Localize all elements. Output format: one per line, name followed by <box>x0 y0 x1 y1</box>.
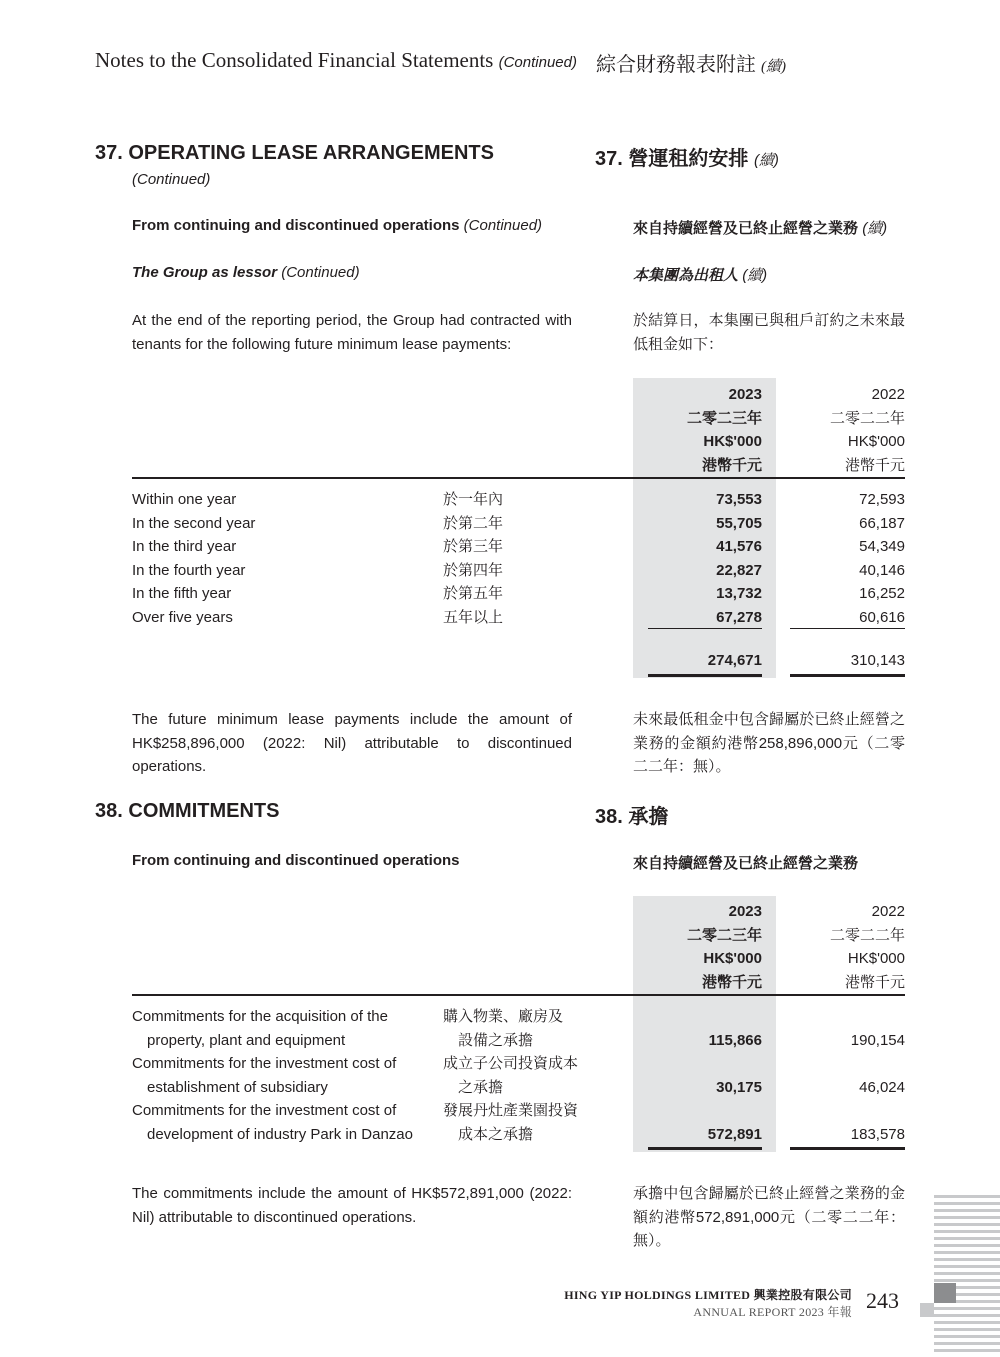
col-unit: HK$'000 <box>847 433 905 450</box>
note37-heading-en <box>95 142 494 165</box>
note37-lessor-title: The Group as lessor <box>132 264 278 281</box>
note37-intro-en: At the end of the reporting period, the Group had contracted with tenants for the following future minimum lease payments: <box>132 312 572 353</box>
note38-header-rule <box>132 994 905 996</box>
corner-stripe-decoration <box>918 1195 1000 1357</box>
note37-total-rule-2023 <box>648 674 762 677</box>
note37-subheading-continued: (Continued) <box>463 217 543 234</box>
note37-subheading-zh <box>633 217 887 238</box>
note37-lessor-continued: (Continued) <box>281 264 360 281</box>
row-label-en-line2: development of industry Park in Danzao <box>147 1125 413 1143</box>
footer-imprint <box>560 1286 852 1320</box>
col-unit-zh: 港幣千元 <box>701 973 762 991</box>
col-year-zh: 二零二三年 <box>686 409 762 427</box>
note37-subheading-title: From continuing and discontinued operations <box>132 217 460 234</box>
col-year: 2023 <box>728 386 762 403</box>
row-label-en-line2: establishment of subsidiary <box>147 1078 328 1096</box>
note37-title-zh: 營運租約安排 <box>628 148 749 170</box>
row-value-2023: 22,827 <box>716 561 762 579</box>
note37-number-zh: 37. <box>595 148 623 170</box>
row-value-2023: 73,553 <box>716 491 762 508</box>
note37-lessor-heading-zh <box>633 264 767 285</box>
row-value-2023: 30,175 <box>716 1078 762 1096</box>
note37-continued: (Continued) <box>132 171 211 188</box>
note38-number-zh: 38. <box>595 806 623 828</box>
row-value-2023: 13,732 <box>716 585 762 602</box>
row-label-en-line1: Commitments for the investment cost of <box>132 1102 397 1119</box>
total-value-2022: 310,143 <box>850 652 905 669</box>
note37-heading-zh <box>595 142 779 171</box>
note37-header-rule <box>132 477 905 479</box>
row-label-zh: 於第三年 <box>443 538 504 555</box>
note37-footnote-zh: 未來最低租金中包含歸屬於已終止經營之業務的金額約港幣258,896,000元（二零二二年：無）。 <box>633 711 905 775</box>
note38-col-2023-header <box>640 900 762 994</box>
row-value-2022: 54,349 <box>859 538 905 555</box>
col-unit: HK$'000 <box>703 950 762 967</box>
page-number: 243 <box>866 1288 899 1313</box>
total-value-2023: 274,671 <box>707 652 762 669</box>
row-value-2022: 190,154 <box>850 1031 905 1049</box>
row-value-2022: 60,616 <box>859 608 905 626</box>
col-unit-zh: 港幣千元 <box>844 456 905 474</box>
row-label-en: In the fifth year <box>132 585 232 602</box>
row-label-en: In the second year <box>132 514 256 532</box>
row-label-zh: 於一年內 <box>443 491 504 508</box>
running-header-continued-zh: (續) <box>761 59 786 75</box>
note37-subtotal-rule-2022 <box>790 628 905 629</box>
footer-company-zh: 興業控股有限公司 <box>753 1288 852 1302</box>
row-label-en-line2: property, plant and equipment <box>147 1031 346 1049</box>
row-value-2022: 66,187 <box>859 514 905 532</box>
row-label-en-line1: Commitments for the investment cost of <box>132 1055 397 1072</box>
row-label-zh: 於第二年 <box>443 514 504 532</box>
row-value-2022: 16,252 <box>859 585 905 602</box>
note37-intro-zh: 於結算日，本集團已與租戶訂約之未來最低租金如下： <box>633 312 905 353</box>
col-year-zh: 二零二二年 <box>829 926 905 944</box>
note38-heading-zh <box>595 800 668 829</box>
note37-col-2023-header <box>640 383 762 477</box>
row-label-en: In the fourth year <box>132 561 246 579</box>
note37-col-2022-header <box>785 383 905 477</box>
row-label-en: Over five years <box>132 608 233 626</box>
row-label-en: Within one year <box>132 491 237 508</box>
row-label-zh-line1: 購入物業、廠房及 <box>443 1008 564 1025</box>
row-label-zh-line1: 成立子公司投資成本 <box>443 1055 579 1072</box>
row-label-zh: 五年以上 <box>443 608 504 626</box>
col-year: 2023 <box>728 903 762 920</box>
row-label-zh-line2: 之承擔 <box>458 1078 504 1096</box>
running-header-zh <box>596 48 786 77</box>
note37-total-rule-2022 <box>790 674 905 677</box>
row-label-zh-line2: 成本之承擔 <box>458 1125 534 1143</box>
row-value-2023: 572,891 <box>707 1125 762 1143</box>
row-label-zh: 於第五年 <box>443 585 504 602</box>
row-label-en-line1: Commitments for the acquisition of the <box>132 1008 388 1025</box>
row-label-zh-line1: 發展丹灶產業園投資 <box>443 1102 579 1119</box>
note37-subheading-continued-zh: (續) <box>862 220 888 237</box>
col-unit-zh: 港幣千元 <box>701 456 762 474</box>
row-value-2023: 67,278 <box>716 608 762 626</box>
row-value-2023: 41,576 <box>716 538 762 555</box>
note38-total-rule-2022 <box>790 1147 905 1150</box>
row-label-en: In the third year <box>132 538 237 555</box>
note38-title-zh: 承擔 <box>628 806 669 828</box>
col-year: 2022 <box>871 386 905 403</box>
running-header-en <box>95 48 577 73</box>
footer-report: ANNUAL REPORT 2023 年報 <box>693 1305 852 1319</box>
note37-lessor-continued-zh: (續) <box>742 267 768 284</box>
row-value-2022: 46,024 <box>859 1078 905 1096</box>
note37-lessor-heading-en <box>132 264 360 281</box>
row-value-2022: 72,593 <box>859 491 905 508</box>
note37-subheading-en <box>132 217 542 234</box>
note38-footnote-zh: 承擔中包含歸屬於已終止經營之業務的金額約港幣572,891,000元（二零二二年：無）。 <box>633 1185 905 1249</box>
note38-subheading-zh: 來自持續經營及已終止經營之業務 <box>633 855 859 872</box>
note38-heading-en <box>95 800 279 823</box>
note38-footnote-en: The commitments include the amount of HK$572,891,000 (2022: Nil) attributable to discontinued operations. <box>132 1185 572 1226</box>
col-year: 2022 <box>871 903 905 920</box>
note38-subheading-en: From continuing and discontinued operations <box>132 852 460 869</box>
running-header-title-zh: 綜合財務報表附註 <box>596 54 756 76</box>
note37-footnote-en: The future minimum lease payments include the amount of HK$258,896,000 (2022: Nil) attributable to discontinued operations. <box>132 711 572 775</box>
row-value-2023: 55,705 <box>716 514 762 532</box>
note37-lessor-title-zh: 本集團為出租人 <box>633 267 739 284</box>
col-unit: HK$'000 <box>703 433 762 450</box>
col-year-zh: 二零二三年 <box>686 926 762 944</box>
col-unit: HK$'000 <box>847 950 905 967</box>
row-value-2022: 40,146 <box>859 561 905 579</box>
row-label-zh: 於第四年 <box>443 561 504 579</box>
running-header-title: Notes to the Consolidated Financial Statements <box>95 48 494 72</box>
note38-col-2022-header <box>785 900 905 994</box>
row-value-2022: 183,578 <box>850 1125 905 1143</box>
note37-title: OPERATING LEASE ARRANGEMENTS <box>128 142 494 164</box>
col-year-zh: 二零二二年 <box>829 409 905 427</box>
note37-subtotal-rule-2023 <box>648 628 762 629</box>
row-value-2023: 115,866 <box>708 1031 762 1049</box>
note37-continued-zh: (續) <box>753 152 779 169</box>
row-label-zh-line2: 設備之承擔 <box>458 1031 534 1049</box>
note37-subheading-title-zh: 來自持續經營及已終止經營之業務 <box>633 220 859 237</box>
note37-number: 37. <box>95 142 123 164</box>
col-unit-zh: 港幣千元 <box>844 973 905 991</box>
note38-title: COMMITMENTS <box>128 800 280 822</box>
note38-number: 38. <box>95 800 123 822</box>
footer-company-en: HING YIP HOLDINGS LIMITED <box>564 1288 751 1302</box>
footer-company-line <box>560 1286 852 1303</box>
note38-total-rule-2023 <box>648 1147 762 1150</box>
running-header-continued: (Continued) <box>498 54 577 71</box>
